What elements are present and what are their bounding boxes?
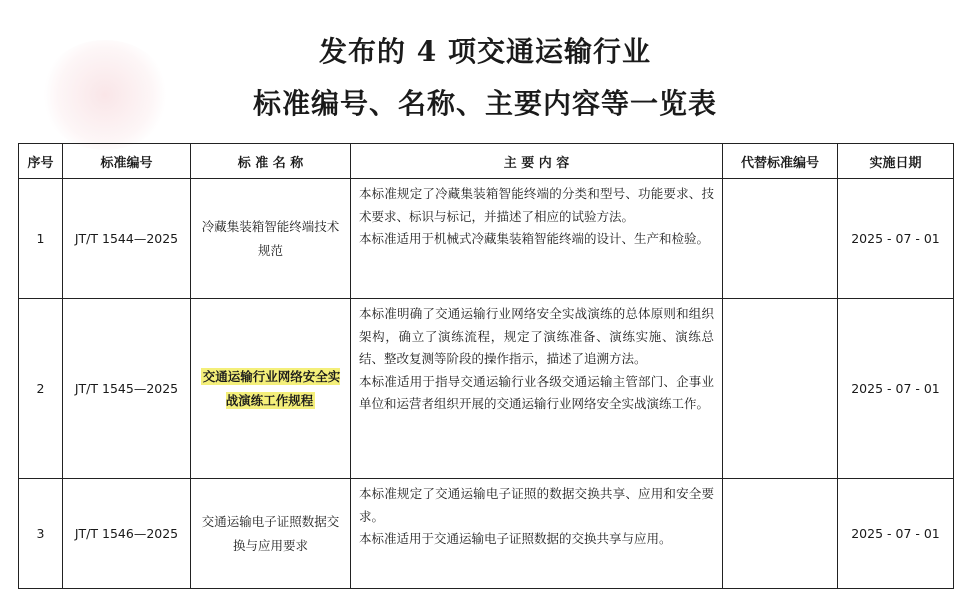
doc-title-line-1: 发布的 4 项交通运输行业 bbox=[319, 35, 651, 68]
row-code: JT/T 1544—2025 bbox=[63, 179, 191, 299]
header-replaces: 代替标准编号 bbox=[723, 144, 838, 179]
content-paragraph: 本标准适用于交通运输电子证照数据的交换共享与应用。 bbox=[359, 531, 672, 546]
row-replaces bbox=[723, 479, 838, 589]
row-no: 1 bbox=[19, 179, 63, 299]
row-code: JT/T 1545—2025 bbox=[63, 299, 191, 479]
content-paragraph: 本标准规定了冷藏集装箱智能终端的分类和型号、功能要求、技术要求、标识与标记，并描述了相应的试验方法。 bbox=[359, 186, 714, 224]
content-paragraph: 本标准明确了交通运输行业网络安全实战演练的总体原则和组织架构，确立了演练流程，规定了演练准备、演练实施、演练总结、整改复测等阶段的操作指示，描述了追溯方法。 bbox=[359, 306, 714, 366]
content-paragraph: 本标准规定了交通运输电子证照的数据交换共享、应用和安全要求。 bbox=[359, 486, 714, 524]
row-name: 交通运输电子证照数据交换与应用要求 bbox=[191, 479, 351, 589]
table-row bbox=[19, 479, 954, 589]
doc-title-line-2: 标准编号、名称、主要内容等一览表 bbox=[252, 87, 717, 120]
row-name bbox=[191, 299, 351, 479]
table-row bbox=[19, 299, 954, 479]
header-content: 主 要 内 容 bbox=[351, 144, 723, 179]
standards-table bbox=[18, 143, 954, 589]
table-header-row bbox=[19, 144, 954, 179]
highlighted-name: 交通运输行业网络安全实战演练工作规程 bbox=[202, 368, 341, 408]
row-code: JT/T 1546—2025 bbox=[63, 479, 191, 589]
row-no: 3 bbox=[19, 479, 63, 589]
content-paragraph: 本标准适用于指导交通运输行业各级交通运输主管部门、企事业单位和运营者组织开展的交通运输行业网络安全实战演练工作。 bbox=[359, 373, 714, 411]
row-replaces bbox=[723, 299, 838, 479]
row-content bbox=[351, 479, 723, 589]
row-content bbox=[351, 299, 723, 479]
header-date: 实施日期 bbox=[838, 144, 954, 179]
content-paragraph: 本标准适用于机械式冷藏集装箱智能终端的设计、生产和检验。 bbox=[359, 231, 710, 246]
row-date: 2025 - 07 - 01 bbox=[838, 479, 954, 589]
header-name: 标 准 名 称 bbox=[191, 144, 351, 179]
row-date: 2025 - 07 - 01 bbox=[838, 299, 954, 479]
header-no: 序号 bbox=[19, 144, 63, 179]
row-date: 2025 - 07 - 01 bbox=[838, 179, 954, 299]
row-name: 冷藏集装箱智能终端技术规范 bbox=[191, 179, 351, 299]
row-no: 2 bbox=[19, 299, 63, 479]
row-content bbox=[351, 179, 723, 299]
table-row bbox=[19, 179, 954, 299]
header-code: 标准编号 bbox=[63, 144, 191, 179]
row-replaces bbox=[723, 179, 838, 299]
